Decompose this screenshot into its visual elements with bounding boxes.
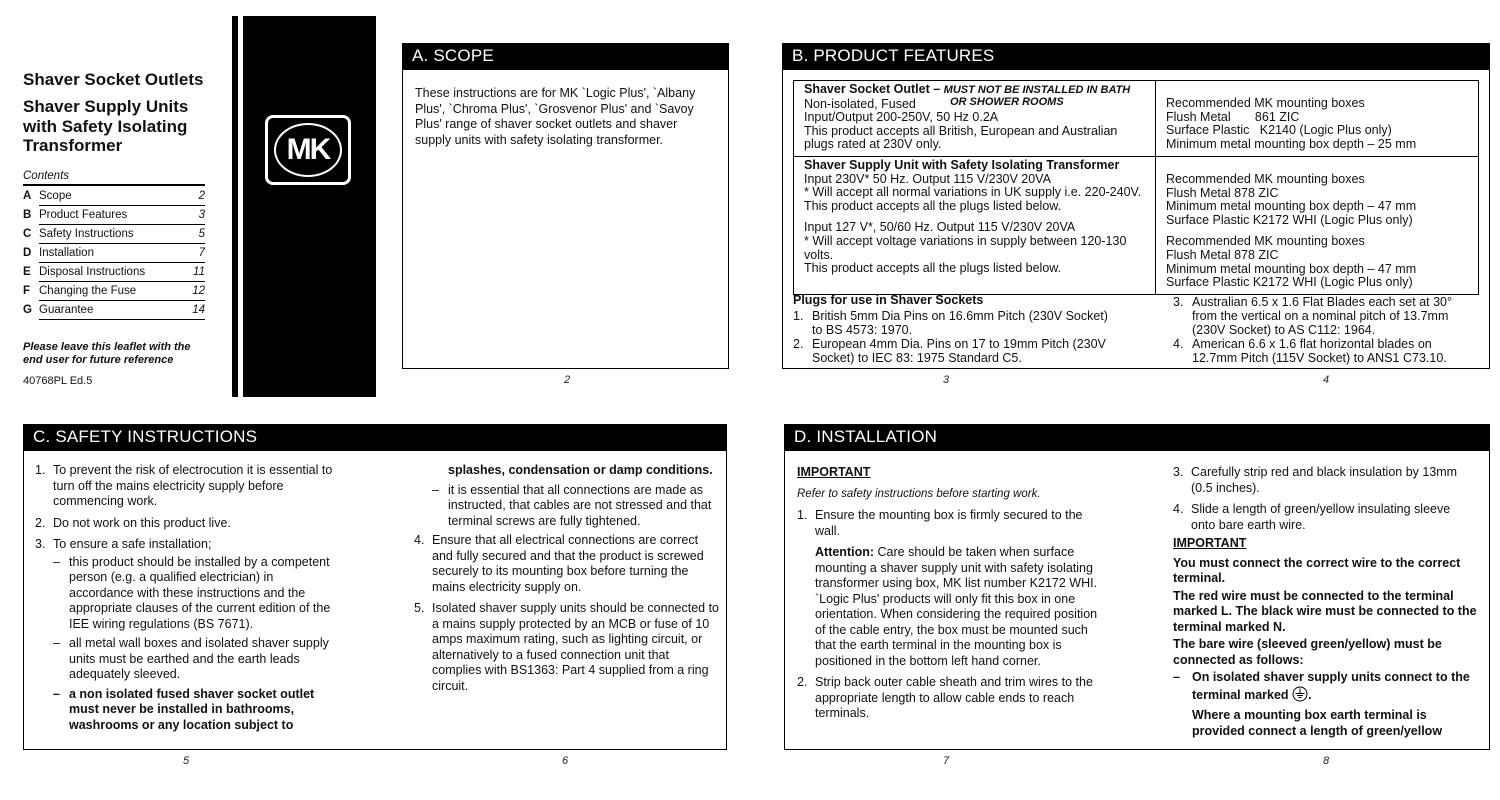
list-number: 3. <box>1173 295 1184 309</box>
toc-item[interactable] <box>23 206 205 225</box>
safety-dash-4: it is essential that all connections are made as instructed, that cables are not stressed and that terminal screws are fully tightened. <box>448 482 712 528</box>
install-step-3: Carefully strip red and black insulation by 13mm (0.5 inches). <box>1191 465 1458 495</box>
warning-line-1: MUST NOT BE INSTALLED IN BATH <box>943 84 1131 96</box>
warning-line-2: OR SHOWER ROOMS <box>950 95 1064 108</box>
page-number: 4 <box>1322 374 1330 386</box>
list-text: British 5mm Dia Pins on 16.6mm Pitch (230V Socket) to BS 4573: 1970. <box>812 309 1108 337</box>
feature-line: Minimum metal mounting box depth – 25 mm <box>1166 136 1417 151</box>
refer-note: Refer to safety instructions before starting work. <box>797 487 1041 500</box>
toc-page: 3 <box>198 209 205 221</box>
list-item <box>1173 295 1473 337</box>
toc-letter: B <box>23 209 32 221</box>
safety-column-right <box>414 463 719 700</box>
safety-dash-1: this product should be installed by a competent person (e.g. a qualified electrician) in accordance with these instructions and the appropriate clauses of the current edition of the IEE wiring regulations (BS 7671). <box>69 554 331 631</box>
scope-panel <box>402 69 729 369</box>
list-item: 5. Isolated shaver supply units should be connected to a mains supply protected by an MCB or fuse of 10 amps maximum rating, such as lighting circuit, or alternatively to a fused connection unit that complies with BS1363: Part 4 supplied from a ring circuit. <box>414 601 719 693</box>
attention-block <box>797 545 1109 669</box>
leaflet-code: 40768PL Ed.5 <box>23 375 93 387</box>
toc-title: Safety Instructions <box>39 228 134 240</box>
list-number: 2. <box>793 337 804 351</box>
toc-page: 2 <box>198 190 205 202</box>
list-item <box>1173 337 1473 365</box>
toc-letter: G <box>23 304 32 316</box>
table-row <box>794 156 1479 294</box>
toc-page: 12 <box>192 285 205 297</box>
plugs-list-left <box>793 309 1113 365</box>
plugs-title: Plugs for use in Shaver Sockets <box>793 293 984 307</box>
list-item: 3. To ensure a safe installation; <box>35 537 212 551</box>
list-item: 1. To prevent the risk of electrocution it is essential to turn off the mains electricity supply before commencing work. <box>35 463 333 508</box>
toc-page: 5 <box>198 228 205 240</box>
page-number: 7 <box>942 755 950 767</box>
feature-line: This product accepts all the plugs listed below. <box>804 198 1062 213</box>
list-text: European 4mm Dia. Pins on 17 to 19mm Pitch (230V Socket) to IEC 83: 1975 Standard C5. <box>812 337 1106 365</box>
safety-item-3: To ensure a safe installation; <box>53 537 212 551</box>
list-item: 3. Carefully strip red and black insulation by 13mm (0.5 inches). <box>1173 465 1458 495</box>
toc-title: Product Features <box>39 209 128 221</box>
scope-text: These instructions are for MK `Logic Plus', `Albany Plus', `Chroma Plus', `Grosvenor Plus' and `Savoy Plus' range of shaver socket outlets and shaver supply units with safety isolating transformer. <box>415 86 696 147</box>
shaver-socket-title: Shaver Socket Outlet – <box>804 82 941 96</box>
plugs-list-right <box>1173 295 1473 365</box>
feature-line: Non-isolated, Fused <box>804 96 916 111</box>
cover-black-panel <box>243 16 376 397</box>
safety-dash-2: all metal wall boxes and isolated shaver supply units must be earthed and the earth leads adequately sleeved. <box>69 636 329 681</box>
list-item: 4. Slide a length of green/yellow insulating sleeve onto bare earth wire. <box>1173 502 1451 532</box>
safety-item-4: Ensure that all electrical connections are correct and fully secured and that the product is screwed securely to its mounting box before turning the mains electricity supply on. <box>432 533 704 594</box>
feature-line: Flush Metal 878 ZIC <box>1166 247 1279 262</box>
important-para-1: You must connect the correct wire to the correct terminal. <box>1173 555 1461 585</box>
feature-line: Surface Plastic K2172 WHI (Logic Plus only) <box>1166 275 1413 290</box>
toc-item[interactable] <box>23 244 205 263</box>
list-text: American 6.6 x 1.6 flat horizontal blades on 12.7mm Pitch (115V Socket) to ANS1 C73.10. <box>1192 337 1447 365</box>
mk-logo-text: MK <box>286 133 330 166</box>
list-item: – this product should be installed by a competent person (e.g. a qualified electrician) in accordance with these instructions and the appropriate clauses of the current edition of the IEE wiring regulations (BS 7671). <box>53 554 331 631</box>
leaflet-note: Please leave this leaflet with the end user for future reference <box>23 341 191 366</box>
features-table <box>793 80 1479 295</box>
feature-line: * Will accept all normal variations in UK supply i.e. 220-240V. <box>804 185 1142 200</box>
toc-item[interactable] <box>23 263 205 282</box>
page-number: 2 <box>563 374 571 386</box>
feature-line: Flush Metal 861 ZIC <box>1166 109 1300 124</box>
features-header: B. PRODUCT FEATURES <box>782 43 1490 69</box>
install-step-4: Slide a length of green/yellow insulating sleeve onto bare earth wire. <box>1191 502 1451 532</box>
feature-line: Recommended MK mounting boxes <box>1166 171 1365 186</box>
toc-item[interactable] <box>23 282 205 301</box>
list-item: – it is essential that all connections are made as instructed, that cables are not stressed and that terminal screws are fully tightened. <box>432 482 712 528</box>
scope-header: A. SCOPE <box>402 43 729 69</box>
cover-title-1: Shaver Socket Outlets <box>23 70 204 89</box>
safety-header: C. SAFETY INSTRUCTIONS <box>23 424 727 450</box>
toc-letter: A <box>23 190 32 202</box>
toc-item[interactable] <box>23 187 205 206</box>
install-step-1: Ensure the mounting box is firmly secured to the wall. <box>815 508 1083 538</box>
feature-line: Input 127 V*, 50/60 Hz. Output 115 V/230V 20VA <box>804 220 1076 235</box>
list-item: 4. Ensure that all electrical connections are correct and fully secured and that the product is screwed securely to its mounting box before turning the mains electricity supply on. <box>414 533 704 594</box>
page-number: 5 <box>182 755 190 767</box>
table-cell <box>1156 156 1479 294</box>
table-cell <box>1156 81 1479 157</box>
attention-label: Attention: <box>815 545 875 559</box>
toc-title: Changing the Fuse <box>39 285 137 297</box>
feature-line: Recommended MK mounting boxes <box>1166 96 1365 110</box>
safety-dash-3-continued: splashes, condensation or damp conditions. <box>448 463 713 477</box>
table-cell <box>794 156 1156 294</box>
toc-page: 14 <box>192 304 205 316</box>
feature-line: Input 230V* 50 Hz. Output 115 V/230V 20VA <box>804 171 1051 186</box>
toc-title: Scope <box>39 190 72 202</box>
install-column-left <box>797 465 1109 728</box>
install-header: D. INSTALLATION <box>784 424 1490 450</box>
safety-panel <box>23 450 727 750</box>
safety-item-5: Isolated shaver supply units should be connected to a mains supply protected by an MCB or fuse of 10 amps maximum rating, such as lighting circuit, or alternatively to a fused connection unit that complies with BS1363: Part 4 supplied from a ring circuit. <box>432 601 719 693</box>
toc-item[interactable] <box>23 301 205 320</box>
list-item: 1. Ensure the mounting box is firmly secured to the wall. <box>797 508 1083 538</box>
feature-line: Recommended MK mounting boxes <box>1166 234 1365 249</box>
connect-text: On isolated shaver supply units connect to the terminal marked <box>1192 670 1470 702</box>
feature-line: Minimum metal mounting box depth – 47 mm <box>1166 199 1417 214</box>
page-number: 8 <box>1322 755 1330 767</box>
toc-title: Guarantee <box>39 304 94 316</box>
important-heading: IMPORTANT <box>797 465 871 479</box>
table-row <box>794 81 1479 157</box>
safety-dash-3: a non isolated fused shaver socket outlet must never be installed in bathrooms, washrooms or any location subject to <box>69 686 315 732</box>
page-number: 3 <box>942 374 950 386</box>
mk-logo <box>265 115 351 185</box>
important-heading-2: IMPORTANT <box>1173 536 1247 550</box>
important-para-3: The bare wire (sleeved green/yellow) must be connected as follows: <box>1173 637 1442 667</box>
feature-line: Flush Metal 878 ZIC <box>1166 185 1279 200</box>
feature-line: This product accepts all the plugs listed below. <box>804 261 1062 276</box>
safety-item-1: To prevent the risk of electrocution it is essential to turn off the mains electricity supply before commencing work. <box>53 463 333 508</box>
toc-page: 11 <box>193 266 205 278</box>
feature-line: Input/Output 200-250V, 50 Hz 0.2A <box>804 110 999 125</box>
list-item: 2. Do not work on this product live. <box>35 515 231 530</box>
features-panel <box>782 69 1490 369</box>
list-text: Australian 6.5 x 1.6 Flat Blades each set at 30° from the vertical on a nominal pitch of 13.7mm (230V Socket) to AS C112: 1964. <box>1192 295 1453 337</box>
list-item: – all metal wall boxes and isolated shaver supply units must be earthed and the earth leads adequately sleeved. <box>53 636 329 681</box>
important-para-2: The red wire must be connected to the terminal marked L. The black wire must be connected to the terminal marked N. <box>1173 588 1477 634</box>
attention-text: Care should be taken when surface mounting a shaver supply unit with safety isolating transformer using box, MK list number K2172 WHI. `Logic Plus' products will only fit this box in one orientation. When considering the required position of the cable entry, the box must be mounted such that the earth terminal in the mounting box is positioned in the bottom left hand corner. <box>815 545 1098 668</box>
list-number: 1. <box>793 309 804 323</box>
list-number: 4. <box>1173 337 1184 351</box>
safety-item-2: Do not work on this product live. <box>53 515 231 530</box>
feature-line: Minimum metal mounting box depth – 47 mm <box>1166 261 1417 276</box>
list-item: – On isolated shaver supply units connect to the terminal marked . <box>1173 670 1477 706</box>
toc-title: Installation <box>39 247 94 259</box>
mounting-box-note: Where a mounting box earth terminal is provided connect a length of green/yellow <box>1192 708 1443 738</box>
cover-thin-bar <box>232 16 238 397</box>
feature-line: * Will accept voltage variations in supply between 120-130 volts. <box>804 233 1127 262</box>
toc-page: 7 <box>198 247 205 259</box>
toc-title: Disposal Instructions <box>39 266 146 278</box>
cover-panel <box>0 0 380 400</box>
connect-text-end: . <box>1308 687 1312 702</box>
feature-line: Surface Plastic K2172 WHI (Logic Plus only) <box>1166 212 1413 227</box>
list-item: 2. Strip back outer cable sheath and trim wires to the appropriate length to allow cable ends to reach terminals. <box>797 675 1093 720</box>
install-column-right <box>1173 465 1477 739</box>
feature-line: Surface Plastic K2140 (Logic Plus only) <box>1166 123 1392 138</box>
supply-unit-title: Shaver Supply Unit with Safety Isolating Transformer <box>804 157 1120 172</box>
earth-symbol-icon <box>1292 686 1308 707</box>
list-item <box>793 337 1113 365</box>
features-table-wrap <box>793 80 1479 295</box>
safety-column-left <box>35 463 340 737</box>
toc-item[interactable] <box>23 225 205 244</box>
toc-list <box>23 187 205 320</box>
feature-line: This product accepts all British, European and Australian plugs rated at 230V only. <box>804 123 1118 152</box>
install-step-2: Strip back outer cable sheath and trim wires to the appropriate length to allow cable ends to reach terminals. <box>815 675 1093 720</box>
toc-letter: E <box>23 266 31 278</box>
table-cell <box>794 81 1156 157</box>
cover-title-2: Shaver Supply Units with Safety Isolating Transformer <box>23 97 189 155</box>
page-number: 6 <box>561 755 569 767</box>
contents-heading: Contents <box>23 170 205 186</box>
install-panel <box>784 450 1490 750</box>
toc-letter: D <box>23 247 32 259</box>
toc-letter: C <box>23 228 32 240</box>
toc-letter: F <box>23 285 31 297</box>
list-item: – a non isolated fused shaver socket outlet must never be installed in bathrooms, washrooms or any location subject to <box>53 686 315 732</box>
list-item <box>793 309 1113 337</box>
